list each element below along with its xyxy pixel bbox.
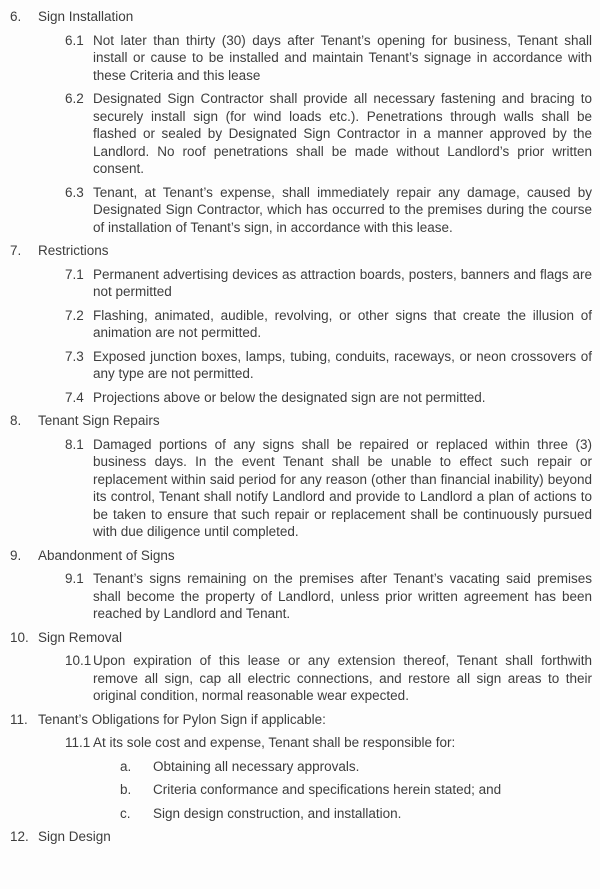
- sub-clause-letter: a.: [120, 758, 132, 774]
- section-title: Tenant Sign Repairs: [38, 413, 160, 428]
- clause: [10, 436, 592, 541]
- clause-number: 7.3: [65, 348, 84, 364]
- clause: [10, 348, 592, 383]
- clause: [10, 734, 592, 752]
- clause-number: 6.3: [65, 184, 84, 200]
- clause-number: 7.1: [65, 266, 84, 282]
- section-title: Sign Removal: [38, 629, 123, 645]
- clause-text: Tenant, at Tenant’s expense, shall immediately repair any damage, caused by Designated Sign Contractor, which has occurred to the premises during the course of installation of Tenant’s sign, in accordance with this lease.: [93, 184, 592, 235]
- clause-text: Tenant’s signs remaining on the premises after Tenant’s vacating said premises shall become the property of Landlord, unless prior written agreement has been reached by Landlord and Tenant.: [93, 571, 592, 621]
- section-title: Abandonment of Signs: [38, 547, 175, 563]
- clause-number: 6.2: [65, 91, 84, 106]
- clause: [10, 266, 592, 301]
- clause: [10, 184, 592, 237]
- clause-text: Flashing, animated, audible, revolving, or other signs that create the illusion of animation are not permitted.: [93, 307, 592, 340]
- section-title: Sign Installation: [38, 9, 134, 24]
- clause-number: 9.1: [65, 571, 84, 586]
- sub-clause-text: Obtaining all necessary approvals.: [153, 758, 360, 774]
- section-number: 10.: [10, 629, 29, 645]
- sub-clause-letter: b.: [120, 782, 132, 797]
- sub-clause-letter: c.: [120, 805, 131, 821]
- section-number: 6.: [10, 9, 22, 24]
- section-heading: [10, 828, 592, 846]
- clause-number: 7.2: [65, 307, 84, 323]
- section-title: Sign Design: [38, 829, 111, 844]
- clause-number: 10.1: [65, 653, 92, 668]
- sub-clause-text: Sign design construction, and installation.: [153, 805, 402, 821]
- sub-clause: [10, 805, 592, 823]
- clause-text: At its sole cost and expense, Tenant shall be responsible for:: [93, 735, 456, 750]
- sub-clause: [10, 758, 592, 776]
- section-number: 11.: [10, 711, 28, 727]
- section-heading: [10, 412, 592, 430]
- clause: [10, 90, 592, 178]
- section-heading: [10, 8, 592, 26]
- clause: [10, 570, 592, 623]
- clause-text: Permanent advertising devices as attraction boards, posters, banners and flags are not permitted: [93, 266, 592, 299]
- clause-number: 8.1: [65, 436, 84, 452]
- section-heading: [10, 711, 592, 729]
- clause-text: Designated Sign Contractor shall provide all necessary fastening and bracing to securely install sign (for wind loads etc.). Penetrations through walls shall be flashed or sealed by Designated Sign Contractor in a manner approved by the Landlord. No roof penetrations shall be made without Landlord’s prior written consent.: [93, 91, 592, 176]
- clause-text: Exposed junction boxes, lamps, tubing, conduits, raceways, or neon crossovers of any type are not permitted.: [93, 348, 592, 381]
- section-number: 8.: [10, 413, 22, 428]
- clause-text: Not later than thirty (30) days after Tenant’s opening for business, Tenant shall install or cause to be installed and maintain Tenant’s signage in accordance with these Criteria and this lease: [93, 32, 592, 83]
- clause: [10, 32, 592, 85]
- clause: [10, 307, 592, 342]
- section-number: 7.: [10, 243, 22, 258]
- sub-clause-text: Criteria conformance and specifications herein stated; and: [153, 782, 502, 797]
- clause-text: Upon expiration of this lease or any extension thereof, Tenant shall forthwith remove all sign, cap all electric connections, and restore all sign areas to their original condition, normal reasonable wear expected.: [93, 653, 592, 703]
- section-title: Tenant’s Obligations for Pylon Sign if applicable:: [38, 711, 326, 727]
- clause: [10, 389, 592, 407]
- clause-text: Damaged portions of any signs shall be repaired or replaced within three (3) business days. In the event Tenant shall be unable to effect such repair or replacement within said period for any reason (other than financial inability) beyond its control, Tenant shall notify Landlord and provide to Landlord a plan of actions to be taken to ensure that such repair or replacement shall be continuously pursued with due diligence until completed.: [93, 436, 592, 539]
- section-heading: [10, 242, 592, 260]
- section-heading: [10, 547, 592, 565]
- sub-clause: [10, 781, 592, 799]
- clause: [10, 652, 592, 705]
- clause-number: 6.1: [65, 32, 84, 48]
- clause-number: 7.4: [65, 389, 84, 405]
- section-number: 12.: [10, 829, 29, 844]
- clause-text: Projections above or below the designated sign are not permitted.: [93, 389, 486, 405]
- section-heading: [10, 629, 592, 647]
- section-number: 9.: [10, 547, 22, 563]
- section-title: Restrictions: [38, 243, 109, 258]
- clause-number: 11.1: [65, 735, 91, 750]
